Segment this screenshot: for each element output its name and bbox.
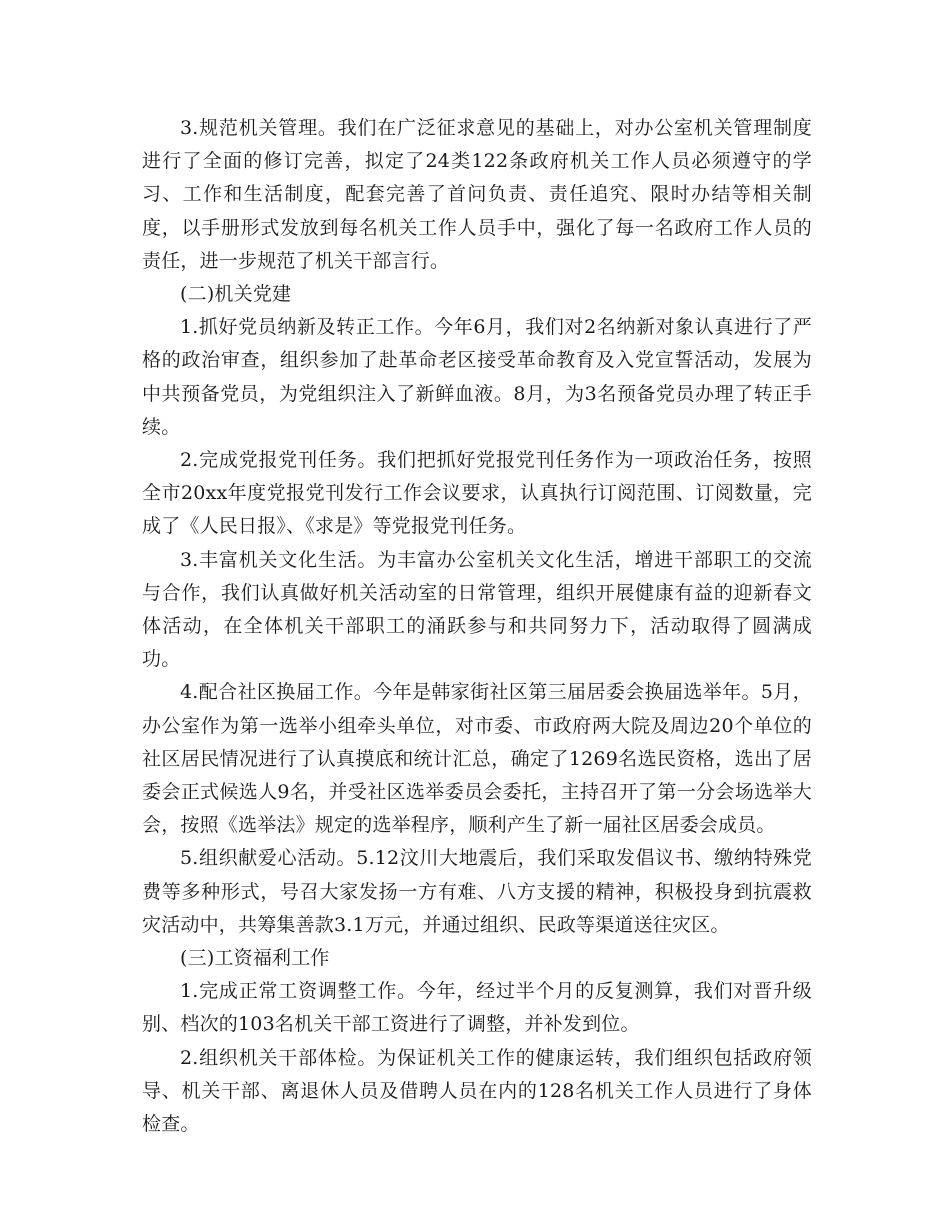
paragraph-party-press-task: 2.完成党报党刊任务。我们把抓好党报党刊任务作为一项政治任务，按照全市20xx年度党报党刊发行工作会议要求，认真执行订阅范围、订阅数量，完成了《人民日报》、《求是》等党报党刊任务。 <box>142 449 812 538</box>
paragraph-health-checkup: 2.组织机关干部体检。为保证机关工作的健康运转，我们组织包括政府领导、机关干部、离退休人员及借聘人员在内的128名机关工作人员进行了身体检查。 <box>142 1046 812 1136</box>
section-heading-party-building: (二)机关党建 <box>180 283 292 306</box>
paragraph-community-election: 4.配合社区换届工作。今年是韩家街社区第三届居委会换届选举年。5月，办公室作为第一选举小组牵头单位，对市委、市政府两大院及周边20个单位的社区居民情况进行了认真摸底和统计汇总，确定了1269名选民资格，选出了居委会正式候选人9名，并受社区选举委员会委托，主持召开了第一分会场选举大会，按照《选举法》规定的选举程序，顺利产生了新一届社区居委会成员。 <box>142 681 812 837</box>
paragraph-salary-adjustment: 1.完成正常工资调整工作。今年，经过半个月的反复测算，我们对晋升级别、档次的103名机关干部工资进行了调整，并补发到位。 <box>142 980 812 1036</box>
paragraph-party-member-recruitment: 1.抓好党员纳新及转正工作。今年6月，我们对2名纳新对象认真进行了严格的政治审查，组织参加了赴革命老区接受革命教育及入党宣誓活动，发展为中共预备党员，为党组织注入了新鲜血液。8月，为3名预备党员办理了转正手续。 <box>142 316 812 438</box>
section-heading-salary-welfare: (三)工资福利工作 <box>180 947 330 970</box>
paragraph-cultural-life: 3.丰富机关文化生活。为丰富办公室机关文化生活，增进干部职工的交流与合作，我们认真做好机关活动室的日常管理，组织开展健康有益的迎新春文体活动，在全体机关干部职工的涌跃参与和共同努力下，活动取得了圆满成功。 <box>142 548 812 671</box>
paragraph-charity-activity: 5.组织献爱心活动。5.12汶川大地震后，我们采取发倡议书、缴纳特殊党费等多种形式，号召大家发扬一方有难、八方支援的精神，积极投身到抗震救灾活动中，共筹集善款3.1万元，并通过组织、民政等渠道送往灾区。 <box>142 847 812 936</box>
document-body <box>142 112 812 1141</box>
paragraph-regulate-management: 3.规范机关管理。我们在广泛征求意见的基础上，对办公室机关管理制度进行了全面的修订完善，拟定了24类122条政府机关工作人员必须遵守的学习、工作和生活制度，配套完善了首问负责、责任追究、限时办结等相关制度，以手册形式发放到每名机关工作人员手中，强化了每一名政府工作人员的责任，进一步规范了机关干部言行。 <box>142 117 812 272</box>
